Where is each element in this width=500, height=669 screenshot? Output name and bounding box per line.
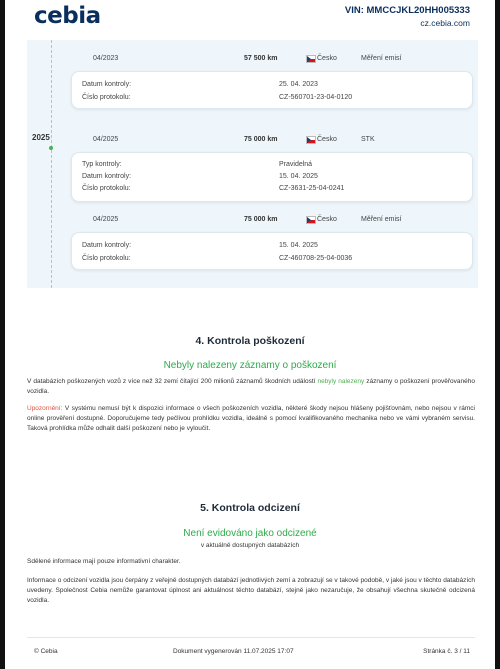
czech-flag-icon (306, 136, 316, 144)
timeline-year-dot (49, 146, 53, 150)
header-info (345, 5, 470, 28)
warning-label: Upozornění: (27, 405, 63, 412)
detail-value: 25. 04. 2023 (279, 81, 318, 88)
czech-flag-icon (306, 216, 316, 224)
footer-generated: Dokument vygenerován 11.07.2025 17:07 (173, 648, 294, 655)
footer-copyright: © Cebia (34, 648, 58, 655)
entry-date: 04/2025 (93, 136, 119, 143)
czech-flag-icon (306, 55, 316, 63)
entry-detail-card (71, 152, 473, 202)
footer-divider (27, 637, 475, 638)
damage-text: V databázích poškozených vozů z více než 32 zemí čítající 200 milionů záznamů škodních událostí (27, 378, 318, 385)
detail-value: CZ-560701-23-04-0120 (279, 94, 353, 101)
entry-country: Česko (317, 216, 337, 223)
detail-label: Číslo protokolu: (82, 185, 131, 192)
report-page (5, 0, 495, 669)
entry-source: Měření emisí (361, 55, 402, 62)
entry-source: STK (361, 136, 375, 143)
timeline-entry-row (69, 132, 473, 148)
damage-highlight: nebyly nalezeny (317, 378, 365, 385)
theft-paragraph: Informace o odcizení vozidla jsou čerpány z veřejně dostupných databází jednotlivých zemí a zobrazují se v takové podobě, v jaké jsou v těchto databázích uvedeny. Společnost Cebia nemůže garantovat úplnost ani aktuálnost těchto databází, stejně jako nezaručuje, že obsahují všechna skutečně odcizená vozidla. (27, 577, 475, 604)
timeline-entry-row (69, 51, 473, 67)
theft-section-title: 5. Kontrola odcizení (200, 502, 300, 514)
detail-value: CZ-460708-25-04-0036 (279, 255, 353, 262)
entry-date: 04/2025 (93, 216, 119, 223)
entry-country: Česko (317, 136, 337, 143)
detail-label: Datum kontroly: (82, 242, 132, 249)
entry-source: Měření emisí (361, 216, 402, 223)
damage-status: Nebyly nalezeny záznamy o poškození (163, 360, 337, 371)
entry-mileage: 75 000 km (244, 216, 278, 223)
theft-status: Není evidováno jako odcizené (183, 528, 317, 539)
entry-detail-card (71, 232, 473, 270)
entry-date: 04/2023 (93, 55, 119, 62)
detail-value: 15. 04. 2025 (279, 242, 318, 249)
entry-mileage: 75 000 km (244, 136, 278, 143)
entry-mileage: 57 500 km (244, 55, 278, 62)
theft-note: Sdělené informace mají pouze informativní charakter. (27, 558, 181, 565)
damage-section-title: 4. Kontrola poškození (195, 335, 305, 347)
detail-value: CZ-3631-25-04-0241 (279, 185, 345, 192)
damage-warning-paragraph (27, 404, 475, 434)
vin-number: VIN: MMCCJKL20HH005333 (344, 5, 470, 16)
detail-label: Číslo protokolu: (82, 94, 131, 101)
timeline-year-label: 2025 (32, 133, 50, 142)
timeline-axis (51, 40, 52, 288)
detail-value: Pravidelná (279, 161, 313, 168)
detail-label: Typ kontroly: (82, 161, 122, 168)
detail-label: Datum kontroly: (82, 81, 132, 88)
website-link[interactable]: cz.cebia.com (420, 18, 470, 28)
detail-label: Číslo protokolu: (82, 255, 131, 262)
detail-value: 15. 04. 2025 (279, 173, 318, 180)
damage-text-end: záznamy o poškození prověřovaného vozidla. (27, 378, 475, 395)
cebia-logo: cebia (34, 3, 101, 29)
damage-paragraph (27, 377, 475, 397)
detail-label: Datum kontroly: (82, 173, 132, 180)
inspection-timeline (27, 40, 478, 288)
warning-text: V systému nemusí být k dispozici informace o všech poškozeních vozidla, některé škody nejsou hlášeny pojišťovnám, nebo nejsou v rámci online prověření dostupné. Doporučujeme tedy pečlivou prohlídku vozidla, ideálně s pomocí kvalifikovaného mechanika nebo ve vámi vybraném servisu. Taková prohlídka může odhalit další poškození nebo je vyloučit. (27, 405, 475, 432)
theft-status-subtitle: v aktuálně dostupných databázích (200, 542, 300, 549)
footer-page-number: Stránka č. 3 / 11 (423, 648, 470, 655)
entry-country: Česko (317, 55, 337, 62)
entry-detail-card (71, 71, 473, 109)
timeline-entry-row (69, 212, 473, 228)
